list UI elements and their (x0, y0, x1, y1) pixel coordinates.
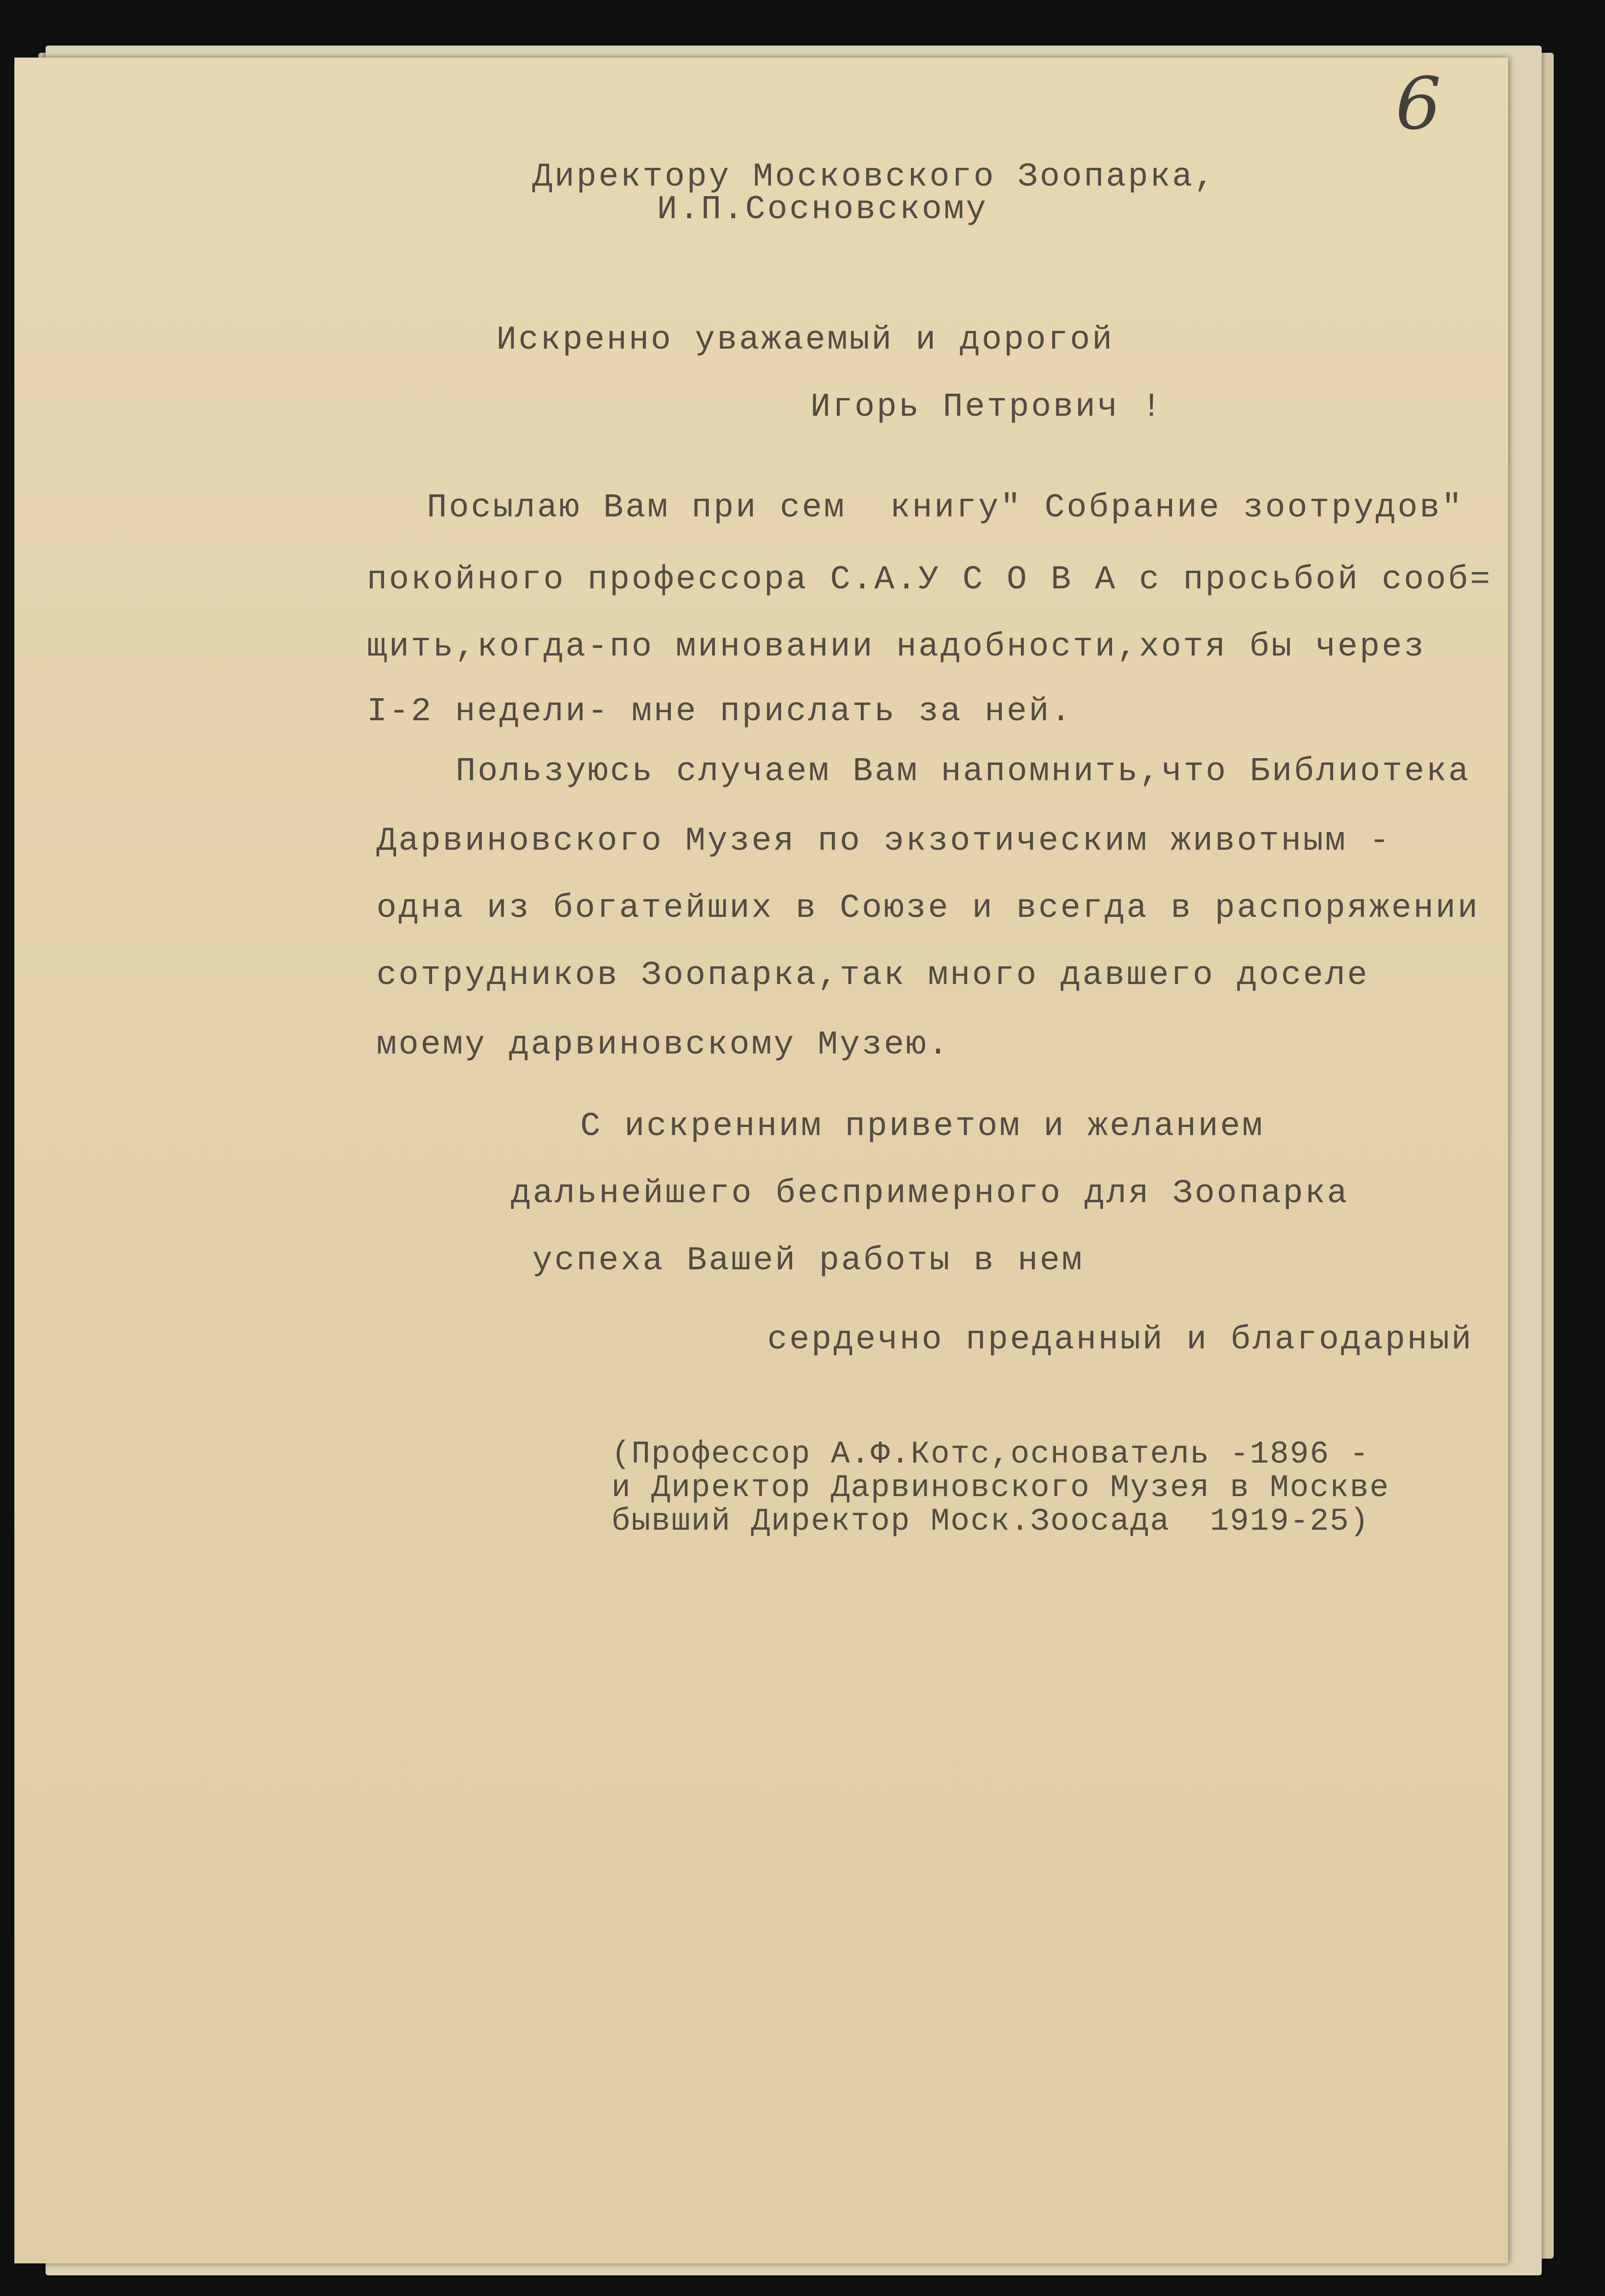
signature-line: (Профессор А.Ф.Котс,основатель -1896 - (611, 1436, 1370, 1472)
body-line: Дарвиновского Музея по экзотическим животным - (376, 822, 1392, 860)
body-line: сотрудников Зоопарка,так много давшего доселе (376, 957, 1370, 995)
body-line: I-2 недели- мне прислать за ней. (367, 693, 1073, 731)
closing-line: дальнейшего беспримерного для Зоопарка (511, 1175, 1349, 1213)
valediction: сердечно преданный и благодарный (767, 1321, 1474, 1359)
body-line: моему дарвиновскому Музею. (376, 1026, 950, 1064)
signature-line: бывший Директор Моск.Зоосада 1919-25) (611, 1503, 1370, 1539)
closing-line: С искренним приветом и желанием (580, 1108, 1265, 1146)
addressee-line: Директору Московского Зоопарка, (532, 158, 1217, 196)
letter-page (14, 58, 1508, 2263)
body-line: покойного профессора С.А.У С О В А с просьбой сооб= (367, 561, 1492, 599)
page-number: 6 (1395, 62, 1441, 146)
closing-line: успеха Вашей работы в нем (532, 1242, 1084, 1280)
signature-line: и Директор Дарвиновского Музея в Москве (611, 1470, 1390, 1506)
body-line: щить,когда-по миновании надобности,хотя бы через (367, 628, 1426, 666)
addressee-line: И.П.Сосновскому (657, 191, 988, 229)
salutation-line: Игорь Петрович ! (810, 388, 1164, 426)
salutation-line: Искренно уважаемый и дорогой (496, 321, 1114, 359)
body-line: Пользуюсь случаем Вам напомнить,что Библиотека (456, 753, 1471, 791)
body-line: Посылаю Вам при сем книгу" Собрание зоотрудов" (427, 489, 1464, 527)
body-line: одна из богатейших в Союзе и всегда в распоряжении (376, 890, 1480, 927)
